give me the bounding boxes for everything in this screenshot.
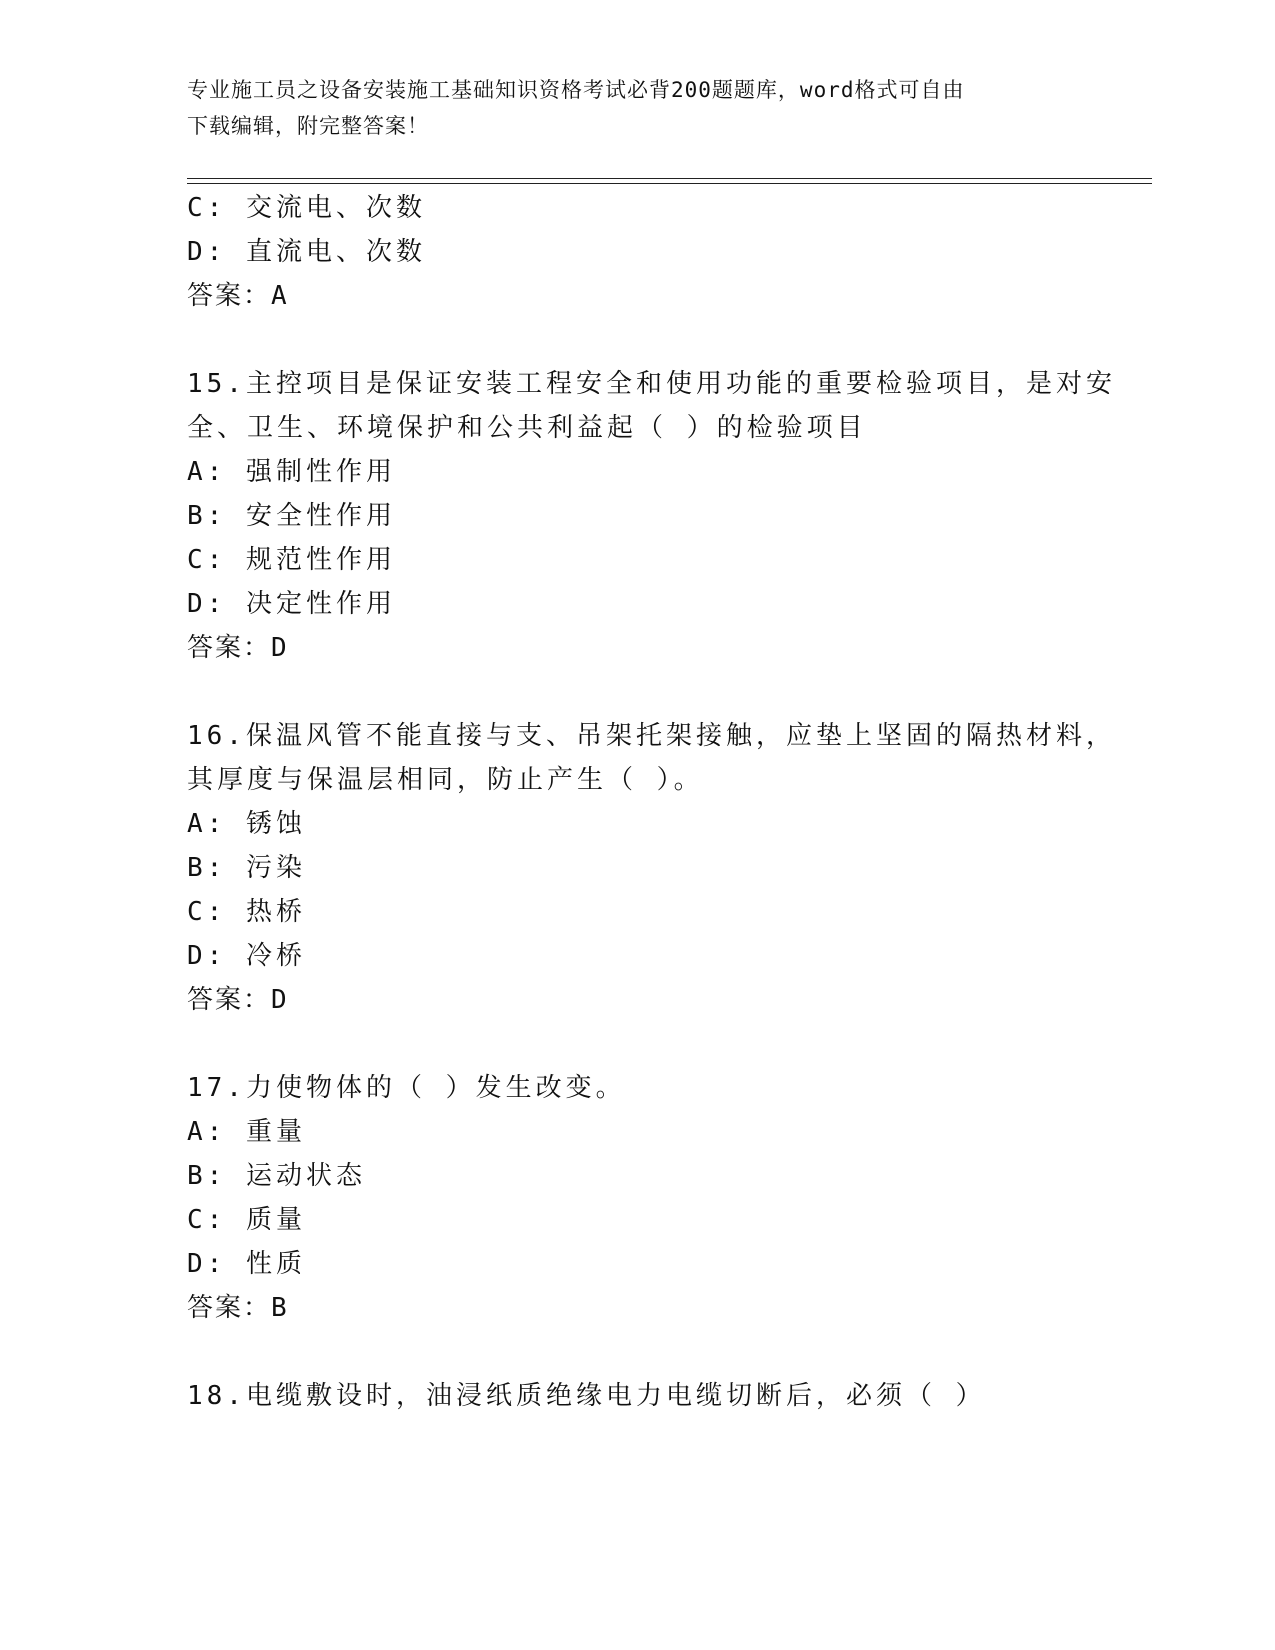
- q17-stem-line-1: 17.力使物体的（ ）发生改变。: [187, 1073, 626, 1103]
- header-divider-top: [187, 178, 1152, 179]
- q17-option-b: B: 运动状态: [187, 1161, 366, 1191]
- header-divider-bottom: [187, 183, 1152, 184]
- q17-option-c: C: 质量: [187, 1205, 306, 1235]
- prev-option-c: C: 交流电、次数: [187, 193, 426, 223]
- header-line-2: 下载编辑，附完整答案！: [187, 114, 429, 138]
- header-line-1: 专业施工员之设备安装施工基础知识资格考试必背200题题库，word格式可自由: [187, 78, 965, 102]
- q15-option-d: D: 决定性作用: [187, 589, 396, 619]
- q16-option-c: C: 热桥: [187, 897, 306, 927]
- q16-stem-line-1: 16.保温风管不能直接与支、吊架托架接触，应垫上坚固的隔热材料，: [187, 721, 1116, 751]
- document-header: [187, 72, 1087, 144]
- q15-option-b: B: 安全性作用: [187, 501, 396, 531]
- q17-option-d: D: 性质: [187, 1249, 306, 1279]
- q16-answer: 答案：D: [187, 985, 289, 1015]
- q17-option-a: A: 重量: [187, 1117, 306, 1147]
- q16-stem-line-2: 其厚度与保温层相同，防止产生（ ）。: [187, 765, 704, 795]
- q16-option-b: B: 污染: [187, 853, 306, 883]
- prev-option-d: D: 直流电、次数: [187, 237, 426, 267]
- q15-option-a: A: 强制性作用: [187, 457, 396, 487]
- q16-option-d: D: 冷桥: [187, 941, 306, 971]
- q15-stem-line-2: 全、卫生、环境保护和公共利益起（ ）的检验项目: [187, 413, 867, 443]
- q15-option-c: C: 规范性作用: [187, 545, 396, 575]
- q17-answer: 答案：B: [187, 1293, 289, 1323]
- prev-answer: 答案：A: [187, 281, 289, 311]
- q15-answer: 答案：D: [187, 633, 289, 663]
- q18-stem-line-1: 18.电缆敷设时，油浸纸质绝缘电力电缆切断后，必须（ ）: [187, 1381, 986, 1411]
- q16-option-a: A: 锈蚀: [187, 809, 306, 839]
- q15-stem-line-1: 15.主控项目是保证安装工程安全和使用功能的重要检验项目，是对安: [187, 369, 1116, 399]
